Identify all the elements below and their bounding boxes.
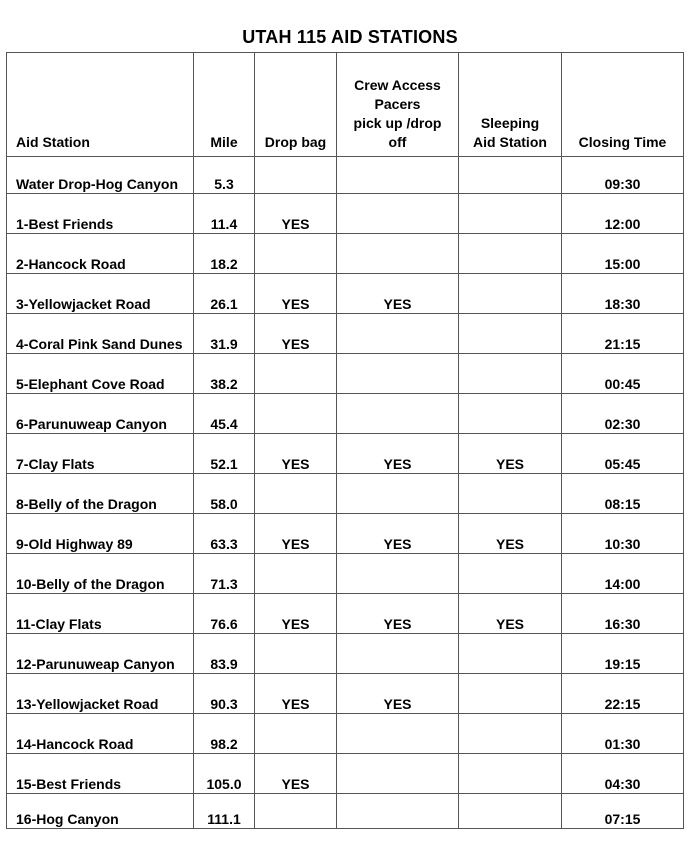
drop-bag-cell: YES — [255, 754, 337, 794]
sleeping-cell — [459, 314, 562, 354]
crew-access-cell: YES — [337, 674, 459, 714]
closing-time-cell: 10:30 — [562, 514, 684, 554]
drop-bag-cell: YES — [255, 434, 337, 474]
drop-bag-cell — [255, 634, 337, 674]
closing-time-cell: 05:45 — [562, 434, 684, 474]
aid-stations-table — [6, 52, 684, 829]
table-row — [7, 794, 684, 829]
mile-cell: 63.3 — [194, 514, 255, 554]
header-sleep-line1: Sleeping — [480, 115, 540, 131]
crew-access-cell — [337, 234, 459, 274]
drop-bag-cell — [255, 794, 337, 829]
station-cell: 4-Coral Pink Sand Dunes — [7, 314, 194, 354]
sleeping-cell — [459, 394, 562, 434]
table-row — [7, 594, 684, 634]
header-mile: Mile — [194, 53, 255, 157]
closing-time-cell: 12:00 — [562, 194, 684, 234]
header-closing-time: Closing Time — [562, 53, 684, 157]
drop-bag-cell: YES — [255, 314, 337, 354]
closing-time-cell: 04:30 — [562, 754, 684, 794]
mile-cell: 26.1 — [194, 274, 255, 314]
sleeping-cell — [459, 274, 562, 314]
mile-cell: 31.9 — [194, 314, 255, 354]
station-cell: 9-Old Highway 89 — [7, 514, 194, 554]
drop-bag-cell — [255, 394, 337, 434]
table-row — [7, 157, 684, 194]
header-sleeping-aid-station — [459, 53, 562, 157]
drop-bag-cell — [255, 234, 337, 274]
station-cell: 8-Belly of the Dragon — [7, 474, 194, 514]
closing-time-cell: 22:15 — [562, 674, 684, 714]
mile-cell: 45.4 — [194, 394, 255, 434]
closing-time-cell: 16:30 — [562, 594, 684, 634]
table-row — [7, 554, 684, 594]
header-crew-line1: Crew Access — [354, 77, 441, 93]
crew-access-cell — [337, 394, 459, 434]
closing-time-cell: 15:00 — [562, 234, 684, 274]
mile-cell: 98.2 — [194, 714, 255, 754]
crew-access-cell — [337, 794, 459, 829]
mile-cell: 83.9 — [194, 634, 255, 674]
crew-access-cell — [337, 194, 459, 234]
table-row — [7, 634, 684, 674]
drop-bag-cell: YES — [255, 674, 337, 714]
station-cell: 3-Yellowjacket Road — [7, 274, 194, 314]
drop-bag-cell — [255, 714, 337, 754]
mile-cell: 76.6 — [194, 594, 255, 634]
header-sleep-line2: Aid Station — [473, 134, 547, 150]
station-cell: 12-Parunuweap Canyon — [7, 634, 194, 674]
header-aid-station: Aid Station — [7, 53, 194, 157]
header-crew-access — [337, 53, 459, 157]
closing-time-cell: 09:30 — [562, 157, 684, 194]
mile-cell: 58.0 — [194, 474, 255, 514]
closing-time-cell: 01:30 — [562, 714, 684, 754]
sleeping-cell — [459, 554, 562, 594]
station-cell: 14-Hancock Road — [7, 714, 194, 754]
table-row — [7, 474, 684, 514]
crew-access-cell: YES — [337, 274, 459, 314]
station-cell: 6-Parunuweap Canyon — [7, 394, 194, 434]
crew-access-cell — [337, 354, 459, 394]
sleeping-cell — [459, 674, 562, 714]
crew-access-cell: YES — [337, 594, 459, 634]
crew-access-cell: YES — [337, 514, 459, 554]
sleeping-cell — [459, 234, 562, 274]
closing-time-cell: 19:15 — [562, 634, 684, 674]
sleeping-cell: YES — [459, 594, 562, 634]
drop-bag-cell — [255, 157, 337, 194]
closing-time-cell: 08:15 — [562, 474, 684, 514]
table-row — [7, 674, 684, 714]
mile-cell: 11.4 — [194, 194, 255, 234]
sleeping-cell — [459, 157, 562, 194]
crew-access-cell — [337, 554, 459, 594]
crew-access-cell — [337, 474, 459, 514]
station-cell: 7-Clay Flats — [7, 434, 194, 474]
closing-time-cell: 07:15 — [562, 794, 684, 829]
sleeping-cell: YES — [459, 434, 562, 474]
mile-cell: 105.0 — [194, 754, 255, 794]
table-row — [7, 234, 684, 274]
sleeping-cell — [459, 194, 562, 234]
closing-time-cell: 18:30 — [562, 274, 684, 314]
header-crew-line4: off — [388, 134, 407, 150]
table-row — [7, 714, 684, 754]
mile-cell: 90.3 — [194, 674, 255, 714]
header-drop-bag: Drop bag — [255, 53, 337, 157]
table-row — [7, 394, 684, 434]
drop-bag-cell: YES — [255, 514, 337, 554]
mile-cell: 71.3 — [194, 554, 255, 594]
station-cell: 15-Best Friends — [7, 754, 194, 794]
station-cell: 5-Elephant Cove Road — [7, 354, 194, 394]
mile-cell: 52.1 — [194, 434, 255, 474]
station-cell: 16-Hog Canyon — [7, 794, 194, 829]
sleeping-cell — [459, 714, 562, 754]
drop-bag-cell — [255, 474, 337, 514]
sleeping-cell — [459, 474, 562, 514]
station-cell: Water Drop-Hog Canyon — [7, 157, 194, 194]
sleeping-cell: YES — [459, 514, 562, 554]
table-row — [7, 434, 684, 474]
station-cell: 11-Clay Flats — [7, 594, 194, 634]
mile-cell: 111.1 — [194, 794, 255, 829]
crew-access-cell: YES — [337, 434, 459, 474]
station-cell: 13-Yellowjacket Road — [7, 674, 194, 714]
mile-cell: 5.3 — [194, 157, 255, 194]
table-row — [7, 194, 684, 234]
closing-time-cell: 21:15 — [562, 314, 684, 354]
crew-access-cell — [337, 157, 459, 194]
drop-bag-cell: YES — [255, 274, 337, 314]
crew-access-cell — [337, 754, 459, 794]
station-cell: 1-Best Friends — [7, 194, 194, 234]
mile-cell: 18.2 — [194, 234, 255, 274]
sleeping-cell — [459, 354, 562, 394]
sleeping-cell — [459, 794, 562, 829]
crew-access-cell — [337, 714, 459, 754]
sleeping-cell — [459, 754, 562, 794]
closing-time-cell: 02:30 — [562, 394, 684, 434]
closing-time-cell: 14:00 — [562, 554, 684, 594]
mile-cell: 38.2 — [194, 354, 255, 394]
sleeping-cell — [459, 634, 562, 674]
table-row — [7, 314, 684, 354]
header-crew-line2: Pacers — [374, 96, 421, 112]
drop-bag-cell: YES — [255, 594, 337, 634]
crew-access-cell — [337, 314, 459, 354]
station-cell: 10-Belly of the Dragon — [7, 554, 194, 594]
drop-bag-cell — [255, 354, 337, 394]
drop-bag-cell — [255, 554, 337, 594]
station-cell: 2-Hancock Road — [7, 234, 194, 274]
drop-bag-cell: YES — [255, 194, 337, 234]
crew-access-cell — [337, 634, 459, 674]
table-row — [7, 274, 684, 314]
table-row — [7, 754, 684, 794]
page-title: UTAH 115 AID STATIONS — [242, 27, 458, 47]
header-row — [7, 53, 684, 157]
table-row — [7, 514, 684, 554]
header-crew-line3: pick up /drop — [353, 115, 442, 131]
closing-time-cell: 00:45 — [562, 354, 684, 394]
table-row — [7, 354, 684, 394]
